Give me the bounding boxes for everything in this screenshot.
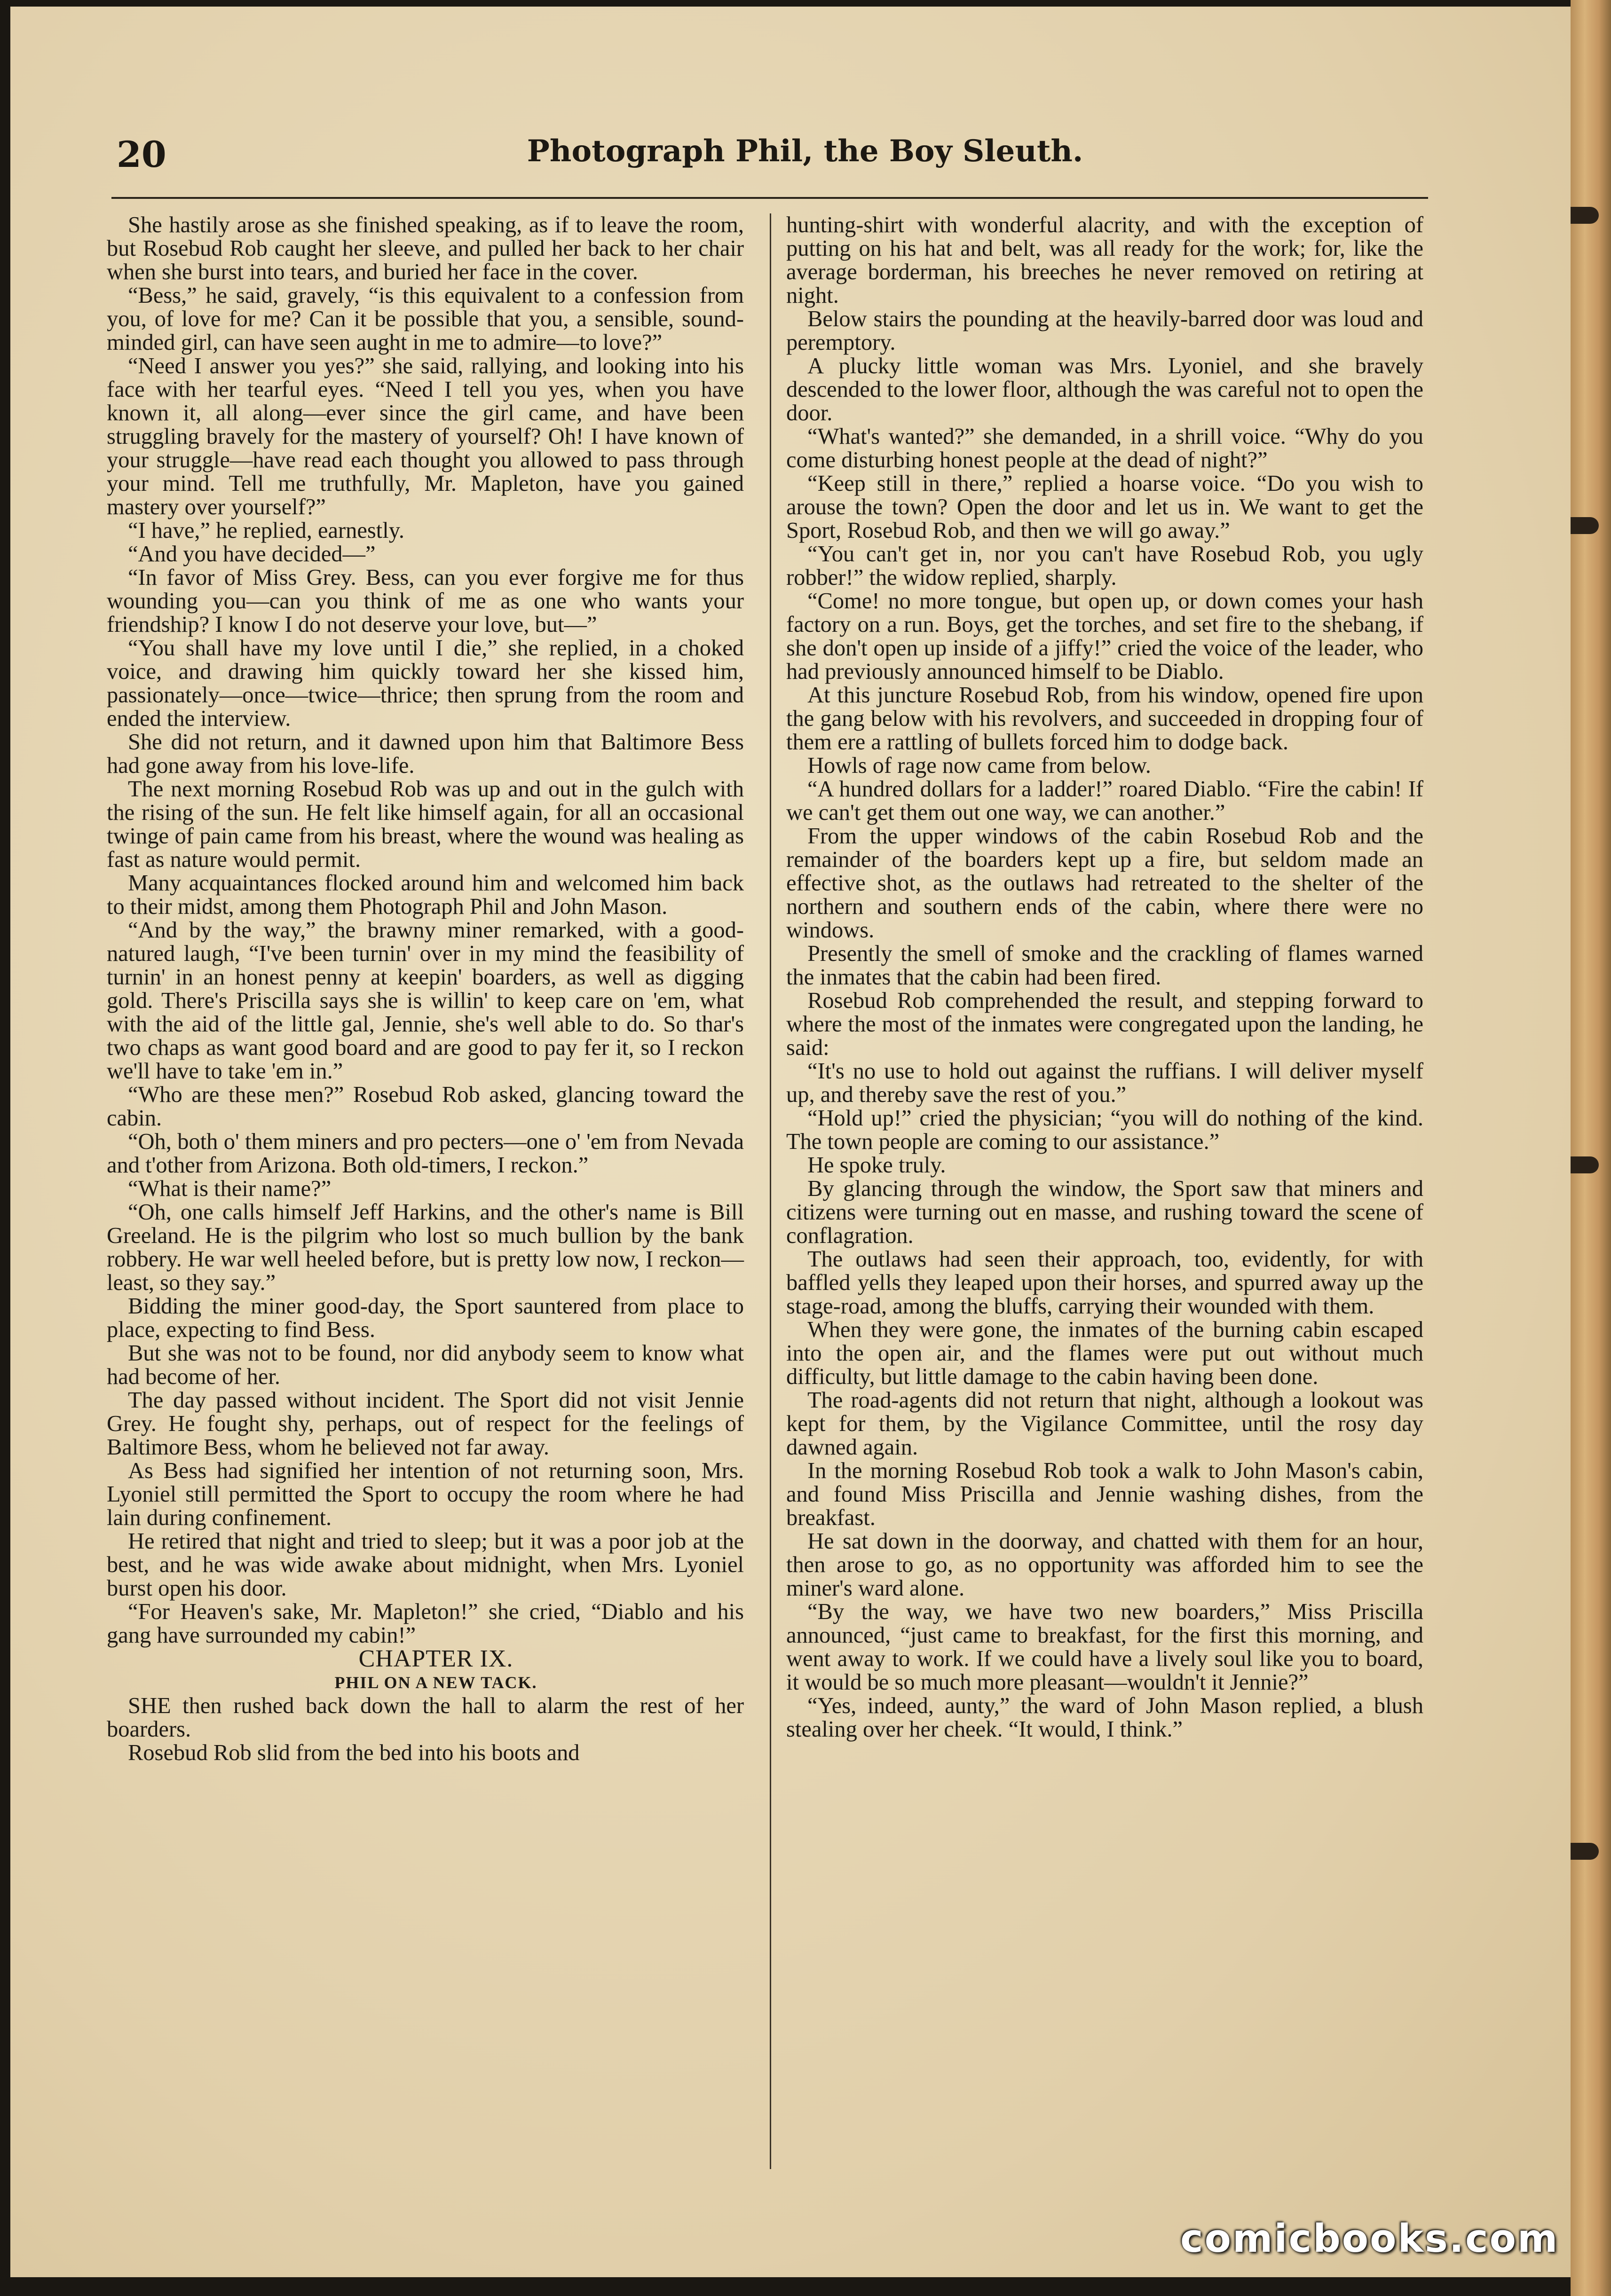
paragraph: Rosebud Rob comprehended the result, and stepping forward to where the most of the inmates were congregated upon the landing, he said: (786, 988, 1423, 1060)
paragraph: “And by the way,” the brawny miner remarked, with a good-natured laugh, “I've been turnin' over in my mind the feasibility of turnin' in an honest penny at keepin' boarders, as well as digging gold. There's Priscilla says she is willin' to keep care on 'em, what with the aid of the little gal, Jennie, she's well able to do. So thar's two chaps as want good board and are good to pay fer it, so I reckon we'll have to take 'em in.” (107, 918, 744, 1084)
paragraph: “Oh, both o' them miners and pro pecters—one o' 'em from Nevada and t'other from Arizona. Both old-timers, I reckon.” (107, 1129, 744, 1178)
paragraph: Many acquaintances flocked around him and welcomed him back to their midst, among them Photograph Phil and John Mason. (107, 871, 744, 919)
paragraph: She hastily arose as she finished speaking, as if to leave the room, but Rosebud Rob caught her sleeve, and pulled her back to her chair when she burst into tears, and buried her face in the cover. (107, 212, 744, 284)
paragraph: “Bess,” he said, gravely, “is this equivalent to a confession from you, of love for me? Can it be possible that you, a sensible, sound-minded girl, can have seen aught in me to admire—to love?” (107, 283, 744, 355)
paragraph: Howls of rage now came from below. (807, 753, 1151, 778)
paragraph: “Keep still in there,” replied a hoarse voice. “Do you wish to arouse the town? Open the door and let us in. We want to get the Sport, Rosebud Rob, and then we will go away.” (786, 471, 1423, 543)
chapter-subtitle: PHIL ON A NEW TACK. (334, 1673, 537, 1692)
paragraph: “For Heaven's sake, Mr. Mapleton!” she cried, “Diablo and his gang have surrounded my cabin!” (107, 1599, 744, 1648)
site-watermark: comicbooks.com (1180, 2217, 1559, 2261)
paragraph: “Come! no more tongue, but open up, or down comes your hash factory on a run. Boys, get the torches, and set fire to the shebang, if she don't open up inside of a jiffy!” cried the voice of the leader, who had previously announced himself to be Diablo. (786, 589, 1423, 684)
paragraph: “I have,” he replied, earnestly. (128, 518, 404, 543)
paragraph: “And you have decided—” (128, 542, 376, 566)
paragraph: But she was not to be found, nor did anybody seem to know what had become of her. (107, 1341, 744, 1389)
paragraph: The outlaws had seen their approach, too, evidently, for with baffled yells they leaped upon their horses, and spurred away up the stage-road, among the bluffs, carrying their wounded with them. (786, 1247, 1423, 1319)
page-number: 20 (117, 134, 166, 175)
paragraph: “Hold up!” cried the physician; “you will do nothing of the kind. The town people are coming to our assistance.” (786, 1106, 1423, 1154)
page-header (104, 134, 1421, 185)
paragraph: The road-agents did not return that night, although a lookout was kept for them, by the Vigilance Committee, until the rosy day dawned again. (786, 1388, 1423, 1460)
paragraph: “What is their name?” (128, 1176, 332, 1201)
column-divider (770, 213, 771, 2169)
paragraph: “A hundred dollars for a ladder!” roared Diablo. “Fire the cabin! If we can't get them out one way, we can another.” (786, 777, 1423, 825)
paragraph: As Bess had signified her intention of not returning soon, Mrs. Lyoniel still permitted the Sport to occupy the room where he had lain during confinement. (107, 1458, 744, 1530)
paragraph: He retired that night and tried to sleep; but it was a poor job at the best, and he was wide awake about midnight, when Mrs. Lyoniel burst open his door. (107, 1529, 744, 1601)
paragraph: “Need I answer you yes?” she said, rallying, and looking into his face with her tearful eyes. “Need I tell you yes, when you have known it, all along—ever since the girl came, and have been struggling bravely for the mastery of yourself? Oh! I have known of your struggle—have read each thought you allowed to pass through your mind. Tell me truthfully, Mr. Mapleton, have you gained mastery over yourself?” (107, 354, 744, 519)
header-rule (111, 197, 1428, 199)
paragraph: hunting-shirt with wonderful alacrity, and with the exception of putting on his hat and belt, was all ready for the work; for, like the average borderman, his breeches he never removed on retiring at night. (786, 212, 1423, 308)
chapter-title: CHAPTER IX. (358, 1645, 513, 1672)
paragraph: “Oh, one calls himself Jeff Harkins, and the other's name is Bill Greeland. He is the pilgrim who lost so much bullion by the bank robbery. He war well heeled before, but is pretty low now, I reckon—least, so they say.” (107, 1200, 744, 1295)
paragraph: When they were gone, the inmates of the burning cabin escaped into the open air, and the flames were put out without much difficulty, but little damage to the cabin having been done. (786, 1317, 1423, 1389)
magazine-page (10, 7, 1571, 2277)
binding-edge (1571, 0, 1611, 2296)
paragraph: “It's no use to hold out against the ruffians. I will deliver myself up, and thereby save the rest of you.” (786, 1059, 1423, 1107)
paragraph: “You shall have my love until I die,” she replied, in a choked voice, and drawing him quickly toward her she kissed him, passionately—once—twice—thrice; then sprung from the room and ended the interview. (107, 636, 744, 731)
paragraph: The next morning Rosebud Rob was up and out in the gulch with the rising of the sun. He felt like himself again, for all an occasional twinge of pain came from his breast, where the wound was healing as fast as nature would permit. (107, 777, 744, 872)
paragraph: At this juncture Rosebud Rob, from his window, opened fire upon the gang below with his revolvers, and succeeded in dropping four of them ere a rattling of bullets forced him to dodge back. (786, 683, 1423, 755)
paragraph: Presently the smell of smoke and the crackling of flames warned the inmates that the cabin had been fired. (786, 941, 1423, 990)
paragraph: Below stairs the pounding at the heavily-barred door was loud and peremptory. (786, 307, 1423, 355)
paragraph: “In favor of Miss Grey. Bess, can you ever forgive me for thus wounding you—can you think of me as one who wants your friendship? I know I do not deserve your love, but—” (107, 565, 744, 637)
paragraph: “Who are these men?” Rosebud Rob asked, glancing toward the cabin. (107, 1082, 744, 1131)
paragraph: “What's wanted?” she demanded, in a shrill voice. “Why do you come disturbing honest people at the dead of night?” (786, 424, 1423, 472)
paragraph: By glancing through the window, the Sport saw that miners and citizens were turning out en masse, and rushing toward the scene of conflagration. (786, 1176, 1423, 1248)
left-column (107, 213, 744, 2188)
paragraph: A plucky little woman was Mrs. Lyoniel, and she bravely descended to the lower floor, although the was careful not to open the door. (786, 354, 1423, 425)
paragraph: SHE then rushed back down the hall to alarm the rest of her boarders. (107, 1693, 744, 1742)
paragraph: In the morning Rosebud Rob took a walk to John Mason's cabin, and found Miss Priscilla and Jennie washing dishes, from the breakfast. (786, 1458, 1423, 1530)
paragraph: “You can't get in, nor you can't have Rosebud Rob, you ugly robber!” the widow replied, sharply. (786, 542, 1423, 590)
paragraph: From the upper windows of the cabin Rosebud Rob and the remainder of the boarders kept up a fire, but seldom made an effective shot, as the outlaws had retreated to the shelter of the northern and southern ends of the cabin, where there were no windows. (786, 824, 1423, 943)
paragraph: Bidding the miner good-day, the Sport sauntered from place to place, expecting to find Bess. (107, 1294, 744, 1342)
paragraph: “By the way, we have two new boarders,” Miss Priscilla announced, “just came to breakfast, for the first this morning, and went away to work. If we could have a lively soul like you to board, it would be so much more pleasant—wouldn't it Jennie?” (786, 1599, 1423, 1695)
right-column (786, 213, 1423, 2188)
paragraph: Rosebud Rob slid from the bed into his boots and (128, 1740, 580, 1765)
paragraph: He sat down in the doorway, and chatted with them for an hour, then arose to go, as no opportunity was afforded him to see the miner's ward alone. (786, 1529, 1423, 1601)
paragraph: He spoke truly. (807, 1153, 946, 1178)
running-title: Photograph Phil, the Boy Sleuth. (527, 134, 1083, 169)
paragraph: The day passed without incident. The Sport did not visit Jennie Grey. He fought shy, perhaps, out of respect for the feelings of Baltimore Bess, whom he believed not far away. (107, 1388, 744, 1460)
paragraph: “Yes, indeed, aunty,” the ward of John Mason replied, a blush stealing over her cheek. “It would, I think.” (786, 1693, 1423, 1742)
paragraph: She did not return, and it dawned upon him that Baltimore Bess had gone away from his love-life. (107, 730, 744, 778)
